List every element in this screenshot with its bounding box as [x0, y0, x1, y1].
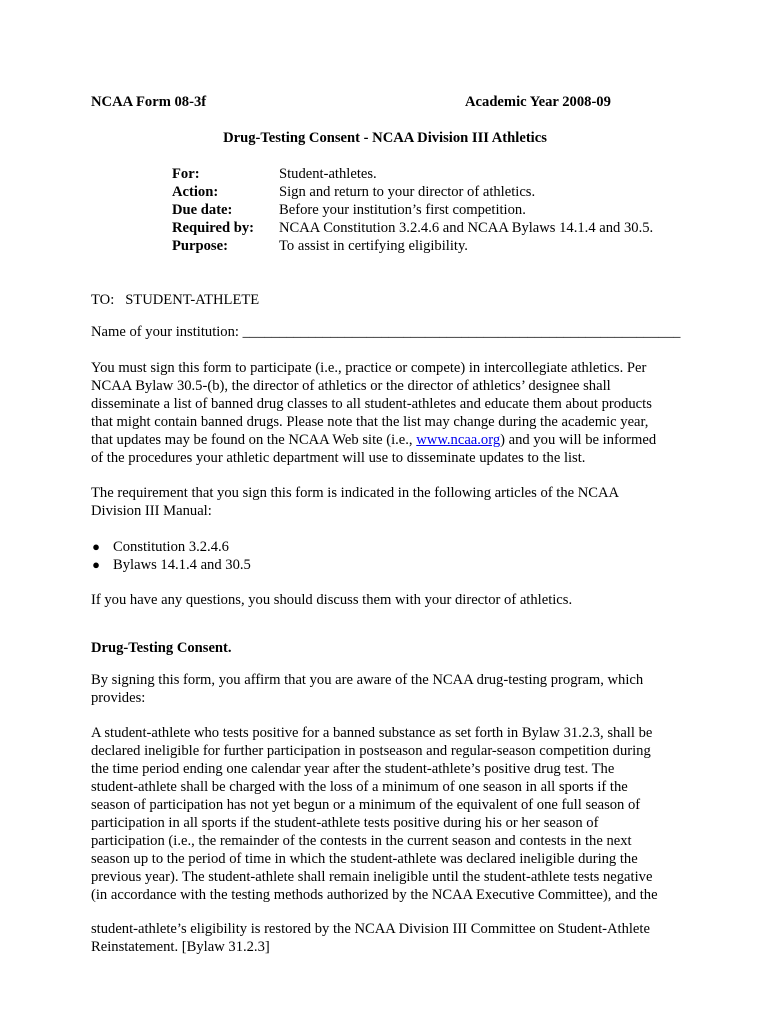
paragraph-line: By signing this form, you affirm that you are aware of the NCAA drug-testing program, which — [91, 672, 644, 688]
affirm-paragraph — [91, 671, 691, 707]
meta-label: For: — [172, 166, 200, 182]
meta-value: Sign and return to your director of athletics. — [279, 184, 536, 200]
paragraph-line: declared ineligible for further participation in postseason and regular-season competition during — [91, 743, 651, 759]
document-title: Drug-Testing Consent - NCAA Division III Athletics — [223, 130, 547, 146]
meta-row-required-by — [0, 220, 770, 238]
paragraph-line: the time period ending one calendar year after the student-athlete’s positive drug test. The — [91, 761, 615, 777]
link-line-before: that updates may be found on the NCAA Web site (i.e., — [91, 432, 417, 448]
meta-label: Action: — [172, 184, 219, 200]
paragraph-line: disseminate a list of banned drug classes to all student-athletes and educate them about products — [91, 396, 652, 412]
questions-paragraph — [91, 591, 691, 609]
section-heading-text: Drug-Testing Consent. — [91, 640, 232, 656]
paragraph-line: participation (i.e., the remainder of the contests in the current season and contests in the next — [91, 833, 632, 849]
continuation-paragraph — [91, 920, 691, 956]
meta-row-for — [0, 166, 770, 184]
paragraph-line: student-athlete’s eligibility is restored by the NCAA Division III Committee on Student-Athlete — [91, 921, 650, 937]
meta-row-action — [0, 184, 770, 202]
paragraph-line: Division III Manual: — [91, 503, 212, 519]
bullet-icon: ● — [92, 557, 100, 572]
to-line — [91, 291, 691, 309]
paragraph-line: participation in all sports if the student-athlete tests positive during his or her season of — [91, 815, 599, 831]
paragraph-line: of the procedures your athletic department will use to disseminate updates to the list. — [91, 450, 586, 466]
to-text: TO: STUDENT-ATHLETE — [91, 292, 260, 308]
paragraph-line: A student-athlete who tests positive for a banned substance as set forth in Bylaw 31.2.3, shall be — [91, 725, 653, 741]
paragraph-line: NCAA Bylaw 30.5-(b), the director of athletics or the director of athletics’ designee shall — [91, 378, 611, 394]
paragraph-line: that might contain banned drugs. Please note that the list may change during the academic year, — [91, 414, 649, 430]
bullet-icon: ● — [92, 539, 100, 554]
paragraph-line: The requirement that you sign this form is indicated in the following articles of the NCAA — [91, 485, 620, 501]
meta-value: NCAA Constitution 3.2.4.6 and NCAA Bylaws 14.1.4 and 30.5. — [279, 220, 654, 236]
section-heading — [91, 639, 691, 657]
intro-paragraph — [91, 359, 691, 467]
meta-label: Purpose: — [172, 238, 228, 254]
ncaa-website-link[interactable]: www.ncaa.org — [416, 432, 501, 448]
meta-label: Due date: — [172, 202, 233, 218]
meta-value: To assist in certifying eligibility. — [279, 238, 468, 254]
list-item-text: Bylaws 14.1.4 and 30.5 — [113, 557, 251, 573]
paragraph-line: season of participation has not yet begun or a minimum of the equivalent of one full season of — [91, 797, 641, 813]
list-item-text: Constitution 3.2.4.6 — [113, 539, 229, 555]
meta-label: Required by: — [172, 220, 255, 236]
paragraph-line: provides: — [91, 690, 146, 706]
paragraph-line: student-athlete shall be charged with the loss of a minimum of one season in all sports if the — [91, 779, 628, 795]
paragraph-line-with-link — [91, 431, 691, 449]
penalty-paragraph — [91, 724, 691, 904]
requirement-paragraph — [91, 484, 691, 520]
institution-line[interactable]: Name of your institution: ____________________________________________________________ — [91, 324, 681, 340]
paragraph-line: (in accordance with the testing methods authorized by the NCAA Executive Committee), and the — [91, 887, 658, 903]
paragraph-line: If you have any questions, you should discuss them with your director of athletics. — [91, 592, 573, 608]
institution-field[interactable] — [91, 323, 691, 341]
paragraph-line: previous year). The student-athlete shall remain ineligible until the student-athlete tests negative — [91, 869, 653, 885]
academic-year: Academic Year 2008-09 — [465, 94, 611, 110]
link-line-after: ) and you will be informed — [500, 432, 657, 448]
meta-value: Before your institution’s first competition. — [279, 202, 526, 218]
meta-row-due-date — [0, 202, 770, 220]
meta-value: Student-athletes. — [279, 166, 377, 182]
paragraph-line: season up to the period of time in which the student-athlete was declared ineligible during the — [91, 851, 638, 867]
meta-row-purpose — [0, 238, 770, 256]
form-id: NCAA Form 08-3f — [91, 94, 207, 110]
paragraph-line: You must sign this form to participate (i.e., practice or compete) in intercollegiate athletics. Per — [91, 360, 647, 376]
paragraph-line: Reinstatement. [Bylaw 31.2.3] — [91, 939, 270, 955]
